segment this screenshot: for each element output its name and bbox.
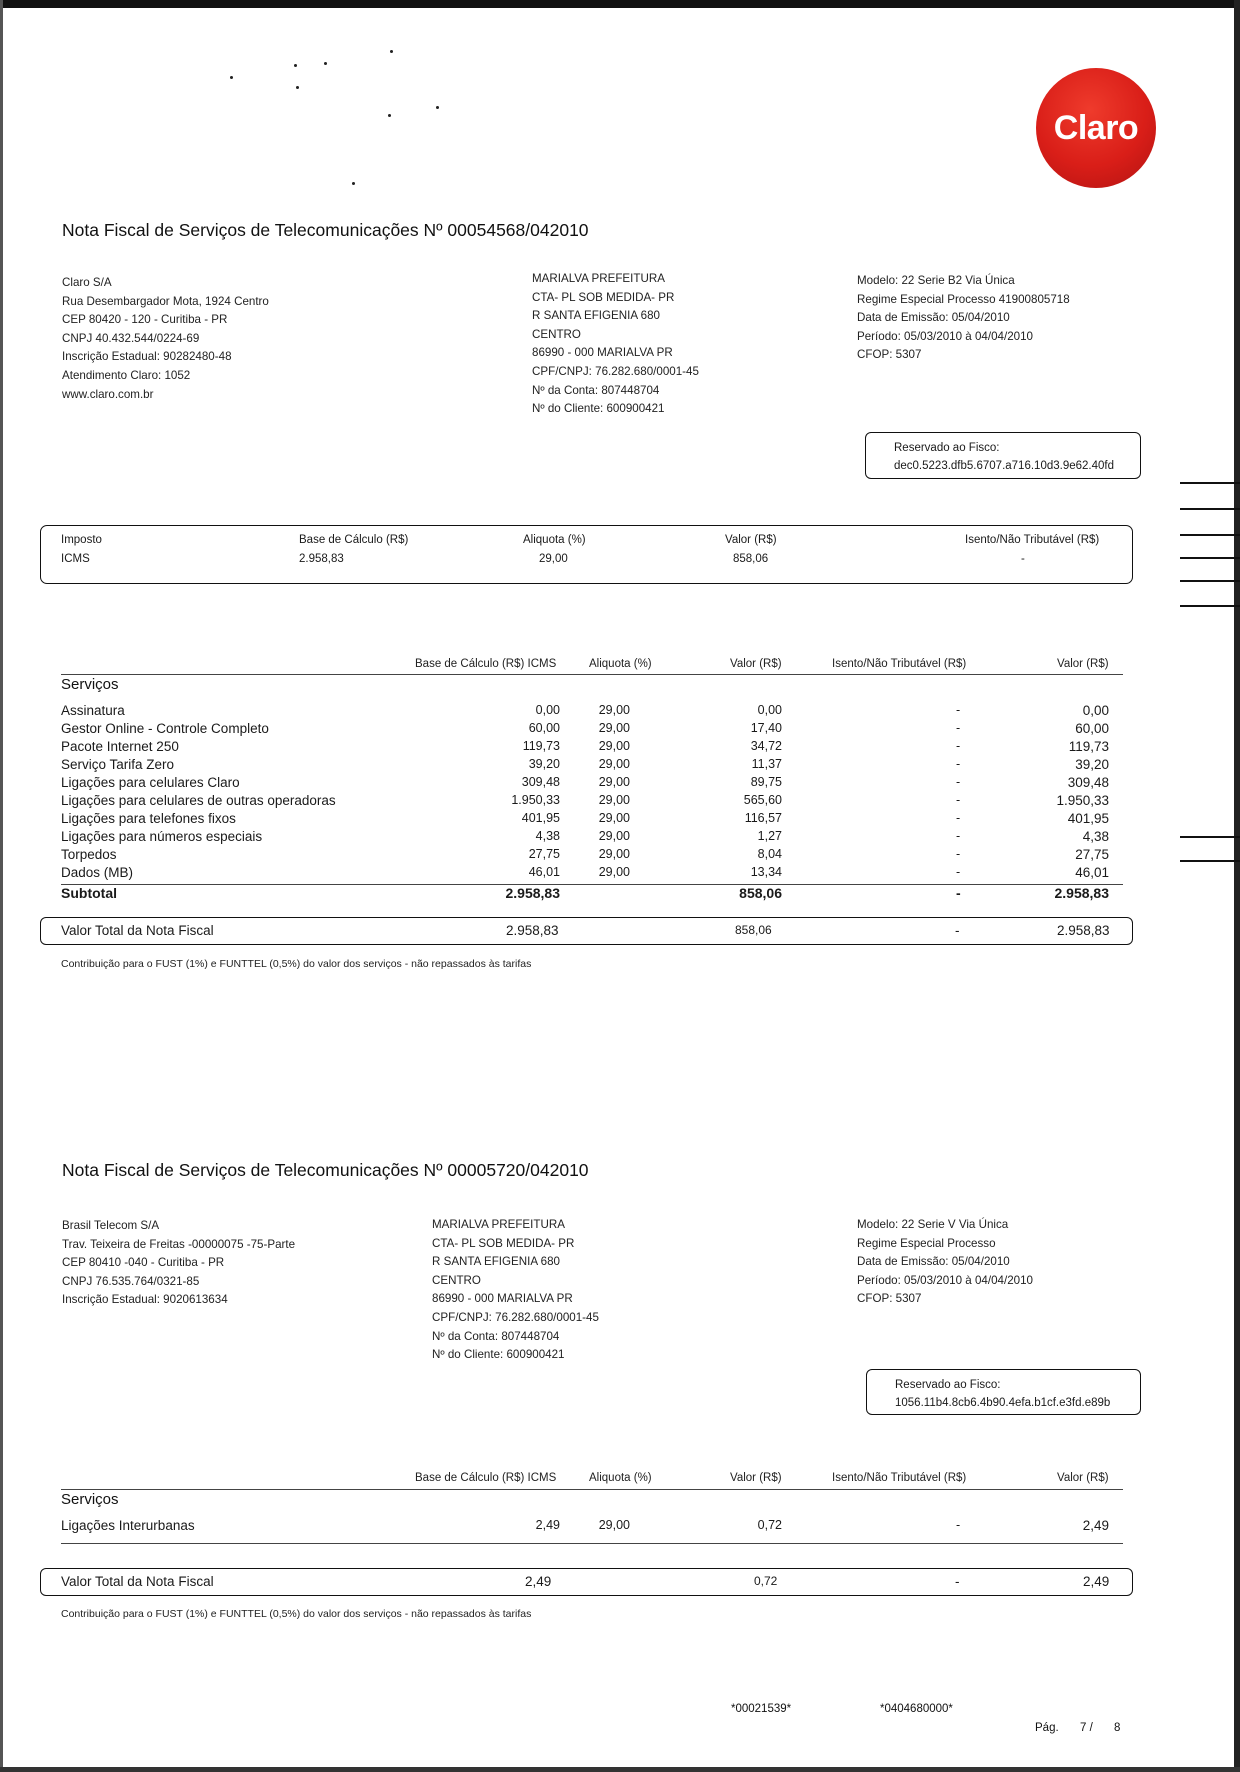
aliquota-value: 29,00	[598, 739, 630, 753]
service-description: Torpedos	[61, 847, 117, 862]
table-row	[0, 757, 1240, 775]
meta-line: Modelo: 22 Serie B2 Via Única	[857, 274, 1015, 287]
base-value: 2,49	[535, 1518, 560, 1532]
section-servicos: Serviços	[61, 676, 119, 693]
total-total: 2,49	[1083, 1574, 1110, 1589]
total-label: Valor Total da Nota Fiscal	[61, 923, 214, 938]
fust-note: Contribuição para o FUST (1%) e FUNTTEL (0,5%) do valor dos serviços - não repassados às tarifas	[61, 958, 532, 970]
edge-mark	[1180, 534, 1240, 536]
isento-value: -	[956, 757, 961, 771]
tax-value-isento: -	[1021, 553, 1025, 565]
customer-line: R SANTA EFIGENIA 680	[432, 1255, 561, 1269]
subtotal-valor: 858,06	[739, 885, 782, 901]
table-row	[0, 829, 1240, 847]
customer-line: Nº da Conta: 807448704	[532, 383, 660, 397]
col-header-total: Valor (R$)	[1057, 658, 1109, 670]
total-value: 0,00	[1082, 703, 1109, 718]
col-header-aliquota: Aliquota (%)	[589, 658, 652, 670]
customer-line: CENTRO	[432, 1273, 481, 1287]
meta-line: Período: 05/03/2010 à 04/04/2010	[857, 1273, 1033, 1287]
total-value: 401,95	[1067, 811, 1109, 826]
claro-logo	[1036, 68, 1156, 188]
scan-speck	[296, 86, 299, 89]
table-row	[0, 775, 1240, 793]
fisco-label: Reservado ao Fisco:	[895, 1379, 1001, 1391]
edge-mark	[1180, 508, 1240, 510]
issuer-line: www.claro.com.br	[62, 387, 154, 401]
table-divider	[61, 674, 1123, 675]
customer-line: MARIALVA PREFEITURA	[532, 272, 665, 285]
invoice2-meta	[857, 1216, 1033, 1309]
aliquota-value: 29,00	[598, 1518, 630, 1532]
service-description: Ligações para celulares Claro	[61, 775, 240, 790]
isento-value: -	[956, 703, 961, 717]
scan-speck	[388, 114, 391, 117]
subtotal-label: Subtotal	[61, 885, 117, 901]
table-row	[0, 739, 1240, 757]
total-value: 4,38	[1082, 829, 1109, 844]
customer-line: CPF/CNPJ: 76.282.680/0001-45	[532, 364, 699, 378]
isento-value: -	[956, 829, 961, 843]
total-label: Valor Total da Nota Fiscal	[61, 1574, 214, 1589]
edge-mark	[1180, 482, 1240, 484]
service-description: Ligações para telefones fixos	[61, 811, 236, 826]
service-description: Serviço Tarifa Zero	[61, 757, 175, 772]
invoice2-customer	[432, 1216, 599, 1365]
col-header-total: Valor (R$)	[1057, 1472, 1109, 1484]
issuer-line: CEP 80420 - 120 - Curitiba - PR	[62, 313, 228, 327]
base-value: 119,73	[522, 739, 560, 753]
base-value: 4,38	[535, 829, 560, 843]
issuer-line: Brasil Telecom S/A	[62, 1219, 160, 1232]
table-row	[0, 865, 1240, 883]
tax-value-base: 2.958,83	[299, 553, 344, 565]
tax-header-valor: Valor (R$)	[725, 534, 777, 546]
col-header-valor: Valor (R$)	[730, 1472, 782, 1484]
aliquota-value: 29,00	[598, 829, 630, 843]
tax-value-imposto: ICMS	[61, 553, 90, 565]
scan-border-bottom	[0, 1767, 1240, 1772]
tax-value: 34,72	[750, 739, 782, 753]
meta-line: Modelo: 22 Serie V Via Única	[857, 1218, 1009, 1231]
base-value: 39,20	[528, 757, 560, 771]
total-value: 27,75	[1075, 847, 1109, 862]
total-value: 46,01	[1075, 865, 1109, 880]
invoice2-fisco-box	[866, 1369, 1141, 1415]
total-valor: 858,06	[735, 923, 772, 937]
col-header-aliquota: Aliquota (%)	[589, 1472, 652, 1484]
col-header-isento: Isento/Não Tributável (R$)	[832, 1472, 967, 1484]
subtotal-isento: -	[956, 885, 961, 901]
tax-value: 0,00	[757, 703, 782, 717]
meta-line: Data de Emissão: 05/04/2010	[857, 311, 1010, 325]
fisco-label: Reservado ao Fisco:	[894, 442, 1000, 454]
tax-value-valor: 858,06	[733, 553, 769, 565]
edge-mark	[1180, 605, 1240, 607]
meta-line: CFOP: 5307	[857, 348, 922, 362]
scan-speck	[352, 182, 355, 185]
total-base: 2,49	[525, 1574, 552, 1589]
service-description: Pacote Internet 250	[61, 739, 179, 754]
total-value: 309,48	[1067, 775, 1109, 790]
meta-line: CFOP: 5307	[857, 1292, 922, 1306]
tax-value: 1,27	[757, 829, 782, 843]
tax-header-isento: Isento/Não Tributável (R$)	[965, 534, 1100, 546]
isento-value: -	[956, 1518, 961, 1532]
invoice2-title: Nota Fiscal de Serviços de Telecomunicações Nº 00005720/042010	[62, 1160, 589, 1180]
customer-line: CENTRO	[532, 327, 581, 341]
service-description: Ligações para celulares de outras operadoras	[61, 793, 336, 808]
total-value: 60,00	[1075, 721, 1109, 736]
table-row	[0, 811, 1240, 829]
scan-border-top	[0, 0, 1240, 8]
customer-line: R SANTA EFIGENIA 680	[532, 309, 661, 323]
col-header-base: Base de Cálculo (R$) ICMS	[415, 658, 557, 670]
aliquota-value: 29,00	[598, 793, 630, 807]
base-value: 27,75	[528, 847, 560, 861]
edge-mark	[1180, 557, 1240, 559]
tax-header-base: Base de Cálculo (R$)	[299, 534, 409, 546]
table-row	[0, 847, 1240, 865]
total-isento: -	[955, 923, 960, 938]
fisco-code: 1056.11b4.8cb6.4b90.4efa.b1cf.e3fd.e89b	[895, 1397, 1111, 1409]
invoice1-meta	[857, 272, 1070, 365]
fisco-code: dec0.5223.dfb5.6707.a716.10d3.9e62.40fd	[894, 460, 1114, 472]
table-row	[0, 1518, 1240, 1536]
tax-value-aliquota: 29,00	[539, 553, 568, 565]
issuer-line: CNPJ 40.432.544/0224-69	[62, 331, 200, 345]
tax-value: 17,40	[750, 721, 782, 735]
col-header-base: Base de Cálculo (R$) ICMS	[415, 1472, 557, 1484]
issuer-line: Atendimento Claro: 1052	[62, 368, 191, 382]
tax-header-aliquota: Aliquota (%)	[523, 534, 586, 546]
customer-line: Nº do Cliente: 600900421	[532, 402, 665, 416]
invoice1-tax-box	[40, 525, 1133, 584]
table-row	[0, 703, 1240, 721]
total-total: 2.958,83	[1057, 923, 1110, 938]
aliquota-value: 29,00	[598, 721, 630, 735]
total-valor: 0,72	[754, 1574, 778, 1588]
issuer-line: CEP 80410 -040 - Curitiba - PR	[62, 1256, 225, 1270]
page-total: 8	[1114, 1722, 1121, 1734]
customer-line: CPF/CNPJ: 76.282.680/0001-45	[432, 1310, 599, 1324]
invoice2-total-box	[40, 1568, 1133, 1596]
meta-line: Regime Especial Processo 41900805718	[857, 292, 1070, 306]
issuer-line: Trav. Teixeira de Freitas -00000075 -75-Parte	[62, 1237, 296, 1251]
service-description: Gestor Online - Controle Completo	[61, 721, 269, 736]
subtotal-total: 2.958,83	[1054, 885, 1109, 901]
tax-value: 89,75	[750, 775, 782, 789]
table-divider	[61, 1489, 1123, 1490]
subtotal-row	[0, 885, 1240, 903]
invoice1-customer	[532, 270, 699, 419]
scan-speck	[230, 76, 233, 79]
isento-value: -	[956, 865, 961, 879]
page-number: 7 /	[1080, 1722, 1093, 1734]
scan-speck	[436, 106, 439, 109]
service-description: Dados (MB)	[61, 865, 134, 880]
isento-value: -	[956, 793, 961, 807]
customer-line: 86990 - 000 MARIALVA PR	[532, 346, 673, 360]
service-description: Ligações para números especiais	[61, 829, 263, 844]
fust-note: Contribuição para o FUST (1%) e FUNTTEL (0,5%) do valor dos serviços - não repassados às tarifas	[61, 1608, 532, 1620]
table-divider	[61, 1543, 1123, 1544]
invoice1-fisco-box	[865, 432, 1141, 479]
issuer-line: Claro S/A	[62, 276, 112, 289]
scan-speck	[390, 50, 393, 53]
meta-line: Período: 05/03/2010 à 04/04/2010	[857, 329, 1033, 343]
table-row	[0, 793, 1240, 811]
invoice1-title: Nota Fiscal de Serviços de Telecomunicações Nº 00054568/042010	[62, 220, 589, 240]
tax-value: 8,04	[757, 847, 782, 861]
isento-value: -	[956, 847, 961, 861]
customer-line: CTA- PL SOB MEDIDA- PR	[532, 290, 675, 304]
invoice2-issuer	[62, 1217, 295, 1310]
base-value: 309,48	[521, 775, 560, 789]
isento-value: -	[956, 721, 961, 735]
subtotal-base: 2.958,83	[505, 885, 560, 901]
logo-text: Claro	[1053, 108, 1139, 147]
col-header-valor: Valor (R$)	[730, 658, 782, 670]
total-base: 2.958,83	[506, 923, 559, 938]
meta-line: Data de Emissão: 05/04/2010	[857, 1255, 1010, 1269]
total-isento: -	[955, 1574, 960, 1589]
tax-value: 11,37	[751, 757, 782, 771]
barcode-text-2: *0404680000*	[880, 1703, 953, 1715]
table-row	[0, 721, 1240, 739]
customer-line: Nº da Conta: 807448704	[432, 1329, 560, 1343]
customer-line: MARIALVA PREFEITURA	[432, 1218, 565, 1231]
service-description: Assinatura	[61, 703, 125, 718]
service-description: Ligações Interurbanas	[61, 1518, 195, 1533]
invoice1-issuer	[62, 274, 269, 404]
aliquota-value: 29,00	[598, 847, 630, 861]
base-value: 60,00	[528, 721, 560, 735]
issuer-line: Rua Desembargador Mota, 1924 Centro	[62, 294, 269, 308]
customer-line: CTA- PL SOB MEDIDA- PR	[432, 1236, 575, 1250]
tax-header-imposto: Imposto	[61, 534, 102, 546]
base-value: 401,95	[521, 811, 560, 825]
issuer-line: CNPJ 76.535.764/0321-85	[62, 1274, 200, 1288]
isento-value: -	[956, 739, 961, 753]
aliquota-value: 29,00	[598, 865, 630, 879]
total-value: 1.950,33	[1056, 793, 1109, 808]
tax-value: 116,57	[744, 811, 782, 825]
total-value: 119,73	[1068, 739, 1109, 754]
aliquota-value: 29,00	[598, 757, 630, 771]
tax-value: 565,60	[743, 793, 782, 807]
customer-line: Nº do Cliente: 600900421	[432, 1348, 565, 1362]
col-header-isento: Isento/Não Tributável (R$)	[832, 658, 967, 670]
aliquota-value: 29,00	[598, 775, 630, 789]
tax-value: 0,72	[757, 1518, 782, 1532]
isento-value: -	[956, 775, 961, 789]
page-label: Pág.	[1035, 1722, 1059, 1734]
barcode-text-1: *00021539*	[731, 1703, 792, 1715]
scan-speck	[324, 62, 327, 65]
issuer-line: Inscrição Estadual: 9020613634	[62, 1293, 228, 1307]
tax-value: 13,34	[750, 865, 782, 879]
customer-line: 86990 - 000 MARIALVA PR	[432, 1292, 573, 1306]
aliquota-value: 29,00	[598, 811, 630, 825]
aliquota-value: 29,00	[598, 703, 630, 717]
base-value: 46,01	[528, 865, 560, 879]
isento-value: -	[956, 811, 961, 825]
meta-line: Regime Especial Processo	[857, 1236, 996, 1250]
scan-speck	[294, 64, 297, 67]
base-value: 1.950,33	[511, 793, 560, 807]
total-value: 2,49	[1082, 1518, 1109, 1533]
invoice1-total-box	[40, 917, 1133, 945]
edge-mark	[1180, 580, 1240, 582]
base-value: 0,00	[535, 703, 560, 717]
total-value: 39,20	[1075, 757, 1109, 772]
section-servicos: Serviços	[61, 1491, 119, 1508]
issuer-line: Inscrição Estadual: 90282480-48	[62, 350, 232, 364]
